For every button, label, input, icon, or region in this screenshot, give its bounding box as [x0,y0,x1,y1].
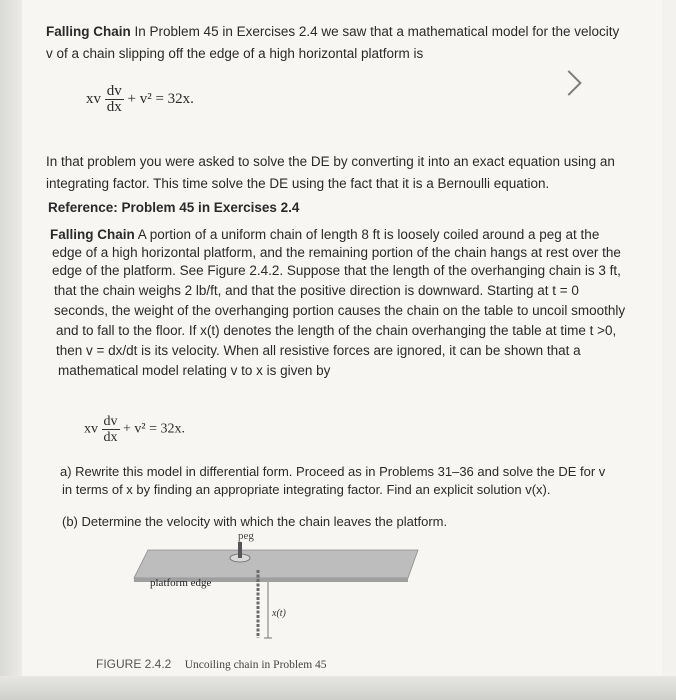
eq2-fraction [102,414,120,445]
platform-label: platform edge [150,577,212,589]
chain-figure [122,530,432,654]
intro-text-1: In Problem 45 in Exercises 2.4 we saw that a mathematical model for the velocity [134,24,620,39]
intro-line-1 [46,22,619,41]
intro-line-2: v of a chain slipping off the edge of a high horizontal platform is [46,46,424,61]
part-b: (b) Determine the velocity with which the chain leaves the platform. [62,514,448,529]
platform-slab [134,550,418,578]
task-line-2: integrating factor. This time solve the DE using the fact that it is a Bernoulli equation. [46,176,550,191]
reference-heading: Reference: Problem 45 in Exercises 2.4 [48,200,300,215]
reference-line-5: seconds, the weight of the overhanging portion causes the chain on the table to uncoil smoothly [54,303,626,318]
eq2-rest: + v² = 32x. [123,421,185,437]
reference-line-8: mathematical model relating v to x is given by [58,363,331,378]
eq1-rest: + v² = 32x. [127,90,194,107]
textbook-page [22,0,662,676]
peg [238,542,242,558]
eq1-fraction [105,84,124,115]
photo-edge-left [0,0,22,700]
reference-line-1 [50,225,599,244]
eq1-prefix: xv [86,90,101,107]
reference-text-0: A portion of a uniform chain of length 8 ft is loosely coiled around a peg at the [137,227,600,242]
reference-title: Falling Chain [50,227,135,242]
figure-caption [96,657,327,671]
reference-line-7: then v = dx/dt is its velocity. When all resistive forces are ignored, it can be shown that a [56,343,581,358]
figure-number: FIGURE 2.4.2 [96,657,172,671]
equation-2 [84,414,185,445]
peg-label: peg [238,530,254,542]
chain-length-label: x(t) [272,608,286,619]
part-a-line-2: in terms of x by finding an appropriate integrating factor. Find an explicit solution v(x). [62,482,551,497]
reference-line-6: and to fall to the floor. If x(t) denotes the length of the chain overhanging the table at time t >0, [56,323,617,338]
equation-1 [86,84,194,115]
chevron-right-icon[interactable] [556,70,581,95]
problem-title: Falling Chain [46,24,131,39]
eq1-denominator: dx [106,99,122,115]
task-line-1: In that problem you were asked to solve the DE by converting it into an exact equation using an [46,154,615,169]
reference-line-4: that the chain weighs 2 lb/ft, and that the positive direction is downward. Starting at t = 0 [54,283,579,298]
eq2-numerator: dv [103,414,118,429]
eq1-numerator: dv [106,83,122,99]
eq2-prefix: xv [84,421,98,437]
photo-edge-bottom [0,676,676,700]
part-a-line-1: a) Rewrite this model in differential form. Proceed as in Problems 31–36 and solve the DE for v [60,464,606,479]
reference-line-2: edge of a high horizontal platform, and the remaining portion of the chain hangs at rest over the [52,245,621,260]
figure-caption-text: Uncoiling chain in Problem 45 [184,659,327,671]
eq2-denominator: dx [103,430,118,445]
reference-line-3: edge of the platform. See Figure 2.4.2. Suppose that the length of the overhanging chain is 3 ft, [52,263,621,278]
